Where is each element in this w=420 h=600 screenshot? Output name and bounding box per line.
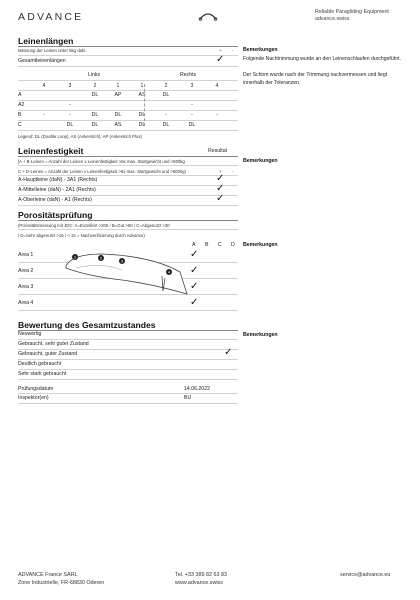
remarks-text-1: Folgende Nachtrimmung wurde an den Leinenschlaufen durchgeführt. — [243, 56, 402, 62]
footer-phone: Tel. +33 389 82 63 83 — [175, 572, 228, 578]
links-label: Links — [88, 72, 101, 78]
svg-text:4: 4 — [167, 269, 171, 275]
line-cell: - — [191, 112, 193, 118]
column-number: 1 — [116, 83, 120, 89]
header-tagline: Reliable Paragliding Equipment — [315, 9, 389, 15]
line-cell: AS — [138, 92, 146, 98]
row-divider — [18, 100, 238, 101]
strength-item: A-Oberleine (daN) - A1 (Rechts) — [18, 197, 92, 203]
result-label: Resultat — [208, 148, 228, 154]
section-title-festigkeit: Leinenfestigkeit — [18, 146, 84, 156]
minus-label: - — [232, 169, 234, 174]
plus-label: + — [219, 48, 222, 53]
row-divider — [18, 403, 238, 404]
line-cell: DL — [138, 122, 146, 128]
row-divider — [18, 130, 238, 131]
strength-note-2: C + D-Leinen = Anzahl der Leinen x Leinenfestigkeit >6x max. Startgewicht und >600kg) — [18, 169, 186, 174]
line-cell: DL — [91, 112, 99, 118]
row-divider — [18, 80, 238, 81]
brand-logo: ADVANCE — [18, 11, 84, 23]
footer-contact-block — [175, 572, 227, 587]
center-divider — [144, 84, 145, 126]
footer-company-block — [18, 572, 104, 587]
date-label: Prüfungsdatum — [18, 386, 54, 392]
section-rule — [18, 46, 238, 47]
row-divider — [18, 195, 238, 196]
column-number: 4 — [42, 83, 46, 89]
remarks-title-condition: Bemerkungen — [243, 332, 278, 338]
porosity-check-icon: ✓ — [190, 281, 199, 292]
header-website: advance.swiss — [315, 16, 350, 22]
strength-item: A-Hauptleine (daN) - 3A1 (Rechts) — [18, 177, 98, 183]
section-rule — [18, 330, 238, 331]
line-row-label: A2 — [18, 102, 25, 108]
porosity-note-2: / D=Sehr abgenutzt >15 / < 15 = Nachverifizierung durch Advance) — [18, 233, 145, 238]
strength-check-icon: ✓ — [216, 183, 225, 194]
row-divider — [18, 379, 238, 380]
section-title-leinenlaengen: Leinenlängen — [18, 36, 74, 46]
wing-marker — [119, 258, 125, 264]
porosity-col-a: A — [192, 242, 196, 248]
row-divider — [18, 55, 238, 56]
row-divider — [18, 349, 238, 350]
porosity-area: Area 2 — [18, 268, 34, 274]
condition-option: Sehr stark gebraucht — [18, 371, 67, 377]
strength-check-icon: ✓ — [216, 193, 225, 204]
line-cell: DL — [162, 92, 170, 98]
strength-note-1: |A + B-Leinen = Anzahl der Leinen x Leinenfestigkeit >8x max. Startgewicht und >800kg — [18, 159, 185, 164]
wing-marker — [72, 254, 78, 260]
line-cell: - — [165, 112, 167, 118]
svg-text:2: 2 — [99, 255, 103, 261]
porosity-col-b: B — [205, 242, 209, 248]
line-row-label: C — [18, 122, 22, 128]
section-title-bewertung: Bewertung des Gesamtzustandes — [18, 320, 156, 330]
measure-note: Messung der Leinen unter 5kg dahi. — [18, 48, 87, 53]
porosity-note-1: (Porositätsmessung mit JDC: A=Exzellent >200 / B=Gut >60 / C=Abgenutzt >30 — [18, 223, 170, 228]
row-divider — [18, 90, 238, 91]
row-divider — [18, 120, 238, 121]
line-cell: - — [69, 102, 71, 108]
column-number: 3 — [190, 83, 194, 89]
header-tagline-block — [315, 9, 389, 23]
row-divider — [18, 359, 238, 360]
remarks-title-strength: Bemerkungen — [243, 158, 278, 164]
condition-check-icon: ✓ — [224, 347, 233, 358]
column-number: 4 — [215, 83, 219, 89]
section-rule — [18, 156, 238, 157]
line-cell: DL — [138, 112, 146, 118]
section-rule — [18, 220, 238, 221]
remarks-text-2: Der Schirm wurde nach der Trimmung nachvermessen und liegt innerhalb der Toleranzen. — [243, 72, 388, 86]
porosity-area: Area 4 — [18, 300, 34, 306]
row-divider — [18, 110, 238, 111]
wing-marker — [98, 255, 104, 261]
total-length-check-icon: ✓ — [216, 54, 225, 65]
footer-web[interactable]: www.advance.swiss — [175, 579, 223, 586]
line-cell: DL — [91, 122, 99, 128]
condition-option: Neuwertig — [18, 331, 42, 337]
row-divider — [18, 66, 238, 67]
row-divider — [18, 369, 238, 370]
line-cell: DL — [114, 112, 122, 118]
line-cell: - — [216, 112, 218, 118]
line-cell: DL — [91, 92, 99, 98]
row-divider — [18, 339, 238, 340]
remarks-title-porosity: Bemerkungen — [243, 242, 278, 248]
column-number: 1 — [140, 83, 144, 89]
line-cell: - — [191, 102, 193, 108]
svg-text:3: 3 — [120, 258, 124, 264]
row-divider — [18, 393, 238, 394]
line-cell: - — [69, 112, 71, 118]
column-number: 3 — [68, 83, 72, 89]
line-cell: DL — [188, 122, 196, 128]
wing-profile-diagram — [62, 248, 192, 300]
condition-option: Deutlich gebraucht — [18, 361, 62, 367]
date-value: 14.06.2022 — [184, 386, 210, 392]
row-divider — [18, 310, 238, 311]
row-divider — [18, 165, 238, 166]
line-row-label: A — [18, 92, 22, 98]
line-cell: AS — [114, 122, 122, 128]
porosity-area: Area 3 — [18, 284, 34, 290]
strength-check-icon: ✓ — [216, 173, 225, 184]
wing-marker — [166, 269, 172, 275]
line-cell: DL — [162, 122, 170, 128]
footer-company: ADVANCE France SARL — [18, 572, 78, 578]
condition-option: Gebraucht, guter Zustand — [18, 351, 78, 357]
row-divider — [18, 229, 238, 230]
column-number: 2 — [164, 83, 168, 89]
porosity-check-icon: ✓ — [190, 249, 199, 260]
remarks-title-lines: Bemerkungen — [243, 47, 278, 53]
inspector-value: BU — [184, 395, 192, 401]
minus-label: - — [232, 48, 234, 53]
footer-email[interactable]: service@advance.eu — [340, 572, 391, 578]
row-divider — [18, 205, 238, 206]
row-divider — [18, 185, 238, 186]
line-cell: AP — [114, 92, 122, 98]
line-row-label: B — [18, 112, 22, 118]
row-divider — [18, 175, 238, 176]
strength-item: A-Mittelleine (daN) - 2A1 (Rechts) — [18, 187, 96, 193]
line-cell: - — [43, 112, 45, 118]
porosity-col-c: C — [218, 242, 222, 248]
line-cell: DL — [66, 122, 74, 128]
section-title-porositaet: Porositätsprüfung — [18, 210, 93, 220]
condition-option: Gebraucht, sehr guter Zustand — [18, 341, 89, 347]
porosity-col-d: D — [231, 242, 235, 248]
porosity-check-icon: ✓ — [190, 265, 199, 276]
glider-logo-icon — [198, 11, 218, 21]
legend-text: Legend: DL (Double Loop), AS (Ankerstich), AP (Ankerstich Plus) — [18, 134, 142, 139]
porosity-area: Area 1 — [18, 252, 34, 258]
total-length-label: Gesamtleinenlängen — [18, 58, 66, 64]
porosity-check-icon: ✓ — [190, 297, 199, 308]
footer-address: Zone Industrielle, FR-68830 Oderen — [18, 579, 105, 586]
rechts-label: Rechts — [180, 72, 197, 78]
svg-text:1: 1 — [73, 254, 77, 260]
column-number: 2 — [93, 83, 97, 89]
plus-label: + — [219, 169, 222, 174]
inspector-label: Inspektor(en) — [18, 395, 49, 401]
